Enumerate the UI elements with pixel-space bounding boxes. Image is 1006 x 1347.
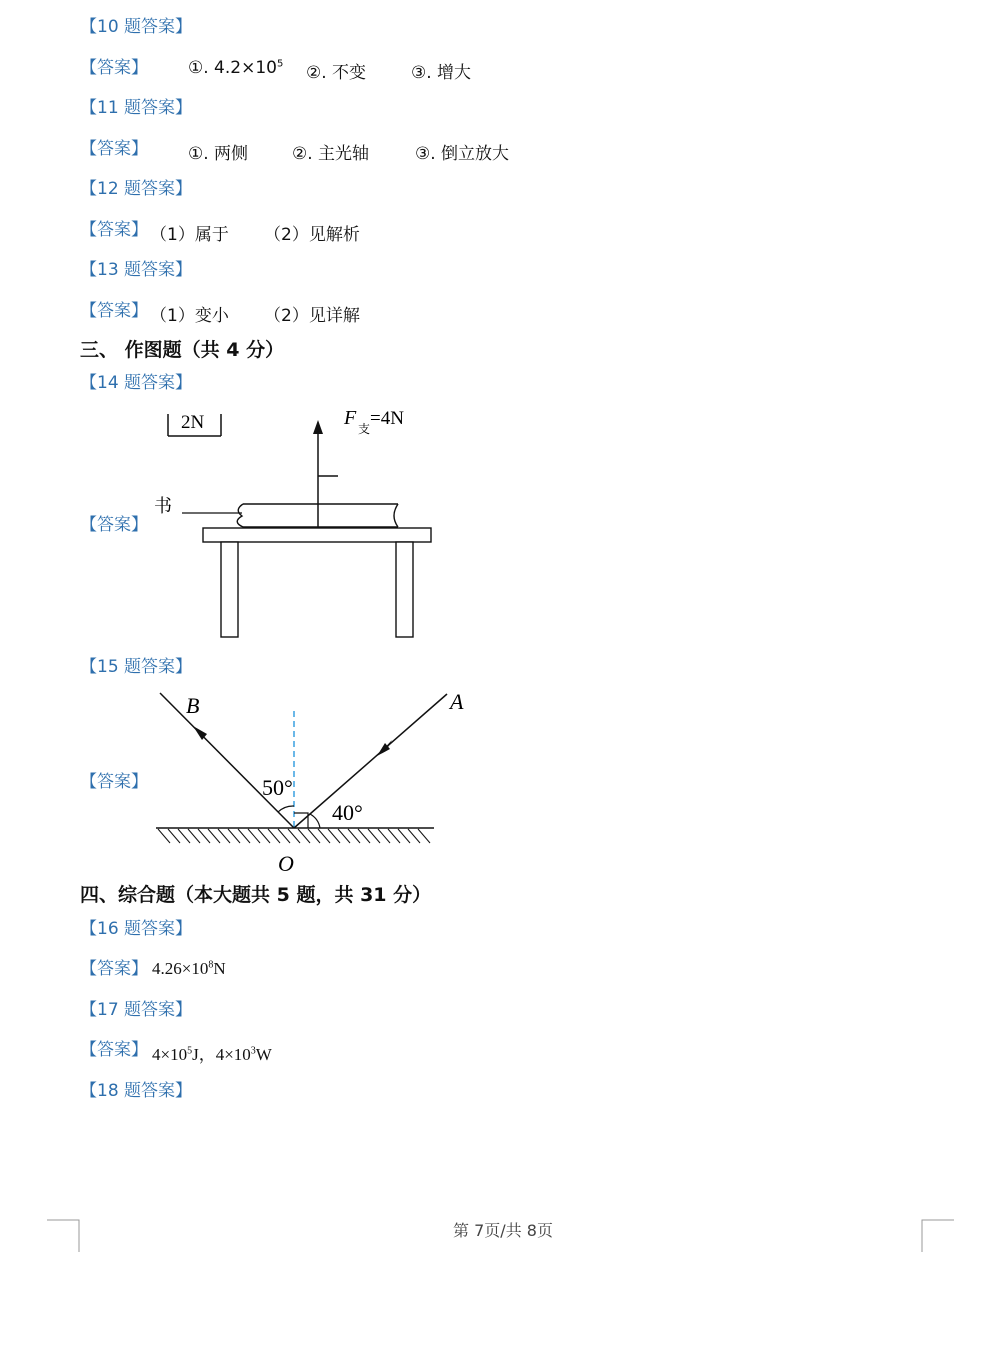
q15-answer-tag: 【答案】 bbox=[80, 772, 148, 792]
force-arrow-head bbox=[313, 420, 323, 434]
q11-item-2: ②. 主光轴 bbox=[292, 144, 370, 164]
q11-item-3: ③. 倒立放大 bbox=[415, 144, 510, 164]
scale-label: 2N bbox=[181, 412, 205, 433]
force-symbol: F bbox=[344, 407, 357, 429]
incident-ray bbox=[294, 694, 447, 828]
angle-reflect-label: 50° bbox=[262, 775, 293, 800]
q11-answer-tag: 【答案】 bbox=[80, 139, 148, 159]
force-value: =4N bbox=[370, 408, 404, 429]
q10-item-3: ③. 增大 bbox=[411, 63, 472, 83]
table-shape bbox=[203, 528, 431, 637]
q17-answer-tag: 【答案】 bbox=[80, 1040, 148, 1060]
angle-surface-label: 40° bbox=[332, 800, 363, 825]
q10-item-2: ②. 不变 bbox=[306, 63, 367, 83]
q12-item-1: （1）属于 bbox=[150, 225, 229, 245]
force-subscript: 支 bbox=[358, 422, 371, 436]
section-4-title: 四、综合题（本大题共 5 题，共 31 分） bbox=[80, 884, 432, 906]
q11-item-1: ①. 两侧 bbox=[188, 144, 249, 164]
q10-item-1: ①. $4.2\times 10^5$ bbox=[188, 58, 284, 78]
q11-heading: 【11 题答案】 bbox=[80, 98, 193, 118]
section-3-title: 三、 作图题（共 4 分） bbox=[80, 339, 285, 361]
q12-item-2: （2）见解析 bbox=[264, 225, 360, 245]
q16-answer-value: $4.26\times 10^8N$ bbox=[152, 959, 226, 978]
surface-angle-arc bbox=[310, 814, 320, 828]
q17-answer-value: $4\times 10^5J$，$4\times 10^3W$ bbox=[152, 1045, 272, 1064]
q13-answer-tag: 【答案】 bbox=[80, 301, 148, 321]
mirror-hatching bbox=[158, 829, 430, 843]
q15-heading: 【15 题答案】 bbox=[80, 657, 193, 677]
page-footer: 第 7页/共 8页 bbox=[453, 1221, 553, 1240]
q13-heading: 【13 题答案】 bbox=[80, 260, 193, 280]
q16-answer-tag: 【答案】 bbox=[80, 959, 148, 979]
q13-item-2: （2）见详解 bbox=[264, 306, 360, 326]
q14-heading: 【14 题答案】 bbox=[80, 373, 193, 393]
q12-heading: 【12 题答案】 bbox=[80, 179, 193, 199]
book-label: 书 bbox=[154, 496, 172, 516]
q10-heading: 【10 题答案】 bbox=[80, 17, 193, 37]
q15-reflection-diagram bbox=[150, 685, 470, 880]
q14-answer-tag: 【答案】 bbox=[80, 515, 148, 535]
q17-heading: 【17 题答案】 bbox=[80, 1000, 193, 1020]
q18-heading: 【18 题答案】 bbox=[80, 1081, 193, 1101]
reflection-angle-arc bbox=[278, 806, 294, 812]
reflected-ray bbox=[160, 693, 294, 828]
q10-answer-tag: 【答案】 bbox=[80, 58, 148, 78]
q14-force-diagram bbox=[150, 400, 450, 645]
q13-item-1: （1）变小 bbox=[150, 306, 229, 326]
q16-heading: 【16 题答案】 bbox=[80, 919, 193, 939]
label-a: A bbox=[450, 689, 464, 714]
q12-answer-tag: 【答案】 bbox=[80, 220, 148, 240]
label-o: O bbox=[278, 851, 294, 876]
label-b: B bbox=[186, 693, 200, 718]
